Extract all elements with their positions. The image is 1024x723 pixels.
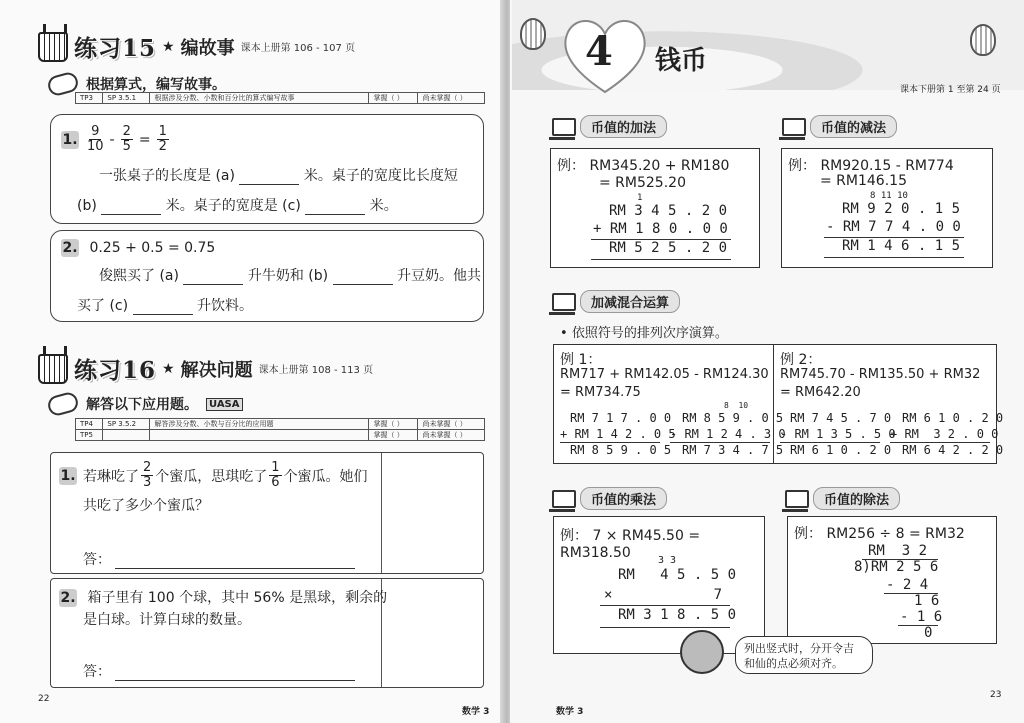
- answer-blank-b[interactable]: [101, 200, 161, 215]
- calc-row: - RM 7 7 4 . 0 0: [826, 219, 961, 235]
- story-line-1: 一张桌子的长度是 (a) 米。桌子的宽度比长度短: [99, 168, 458, 184]
- not-mastered: 尚未掌握（ ）: [418, 93, 485, 104]
- textbook-reference: 课本上册第 108 - 113 页: [258, 365, 374, 376]
- sun-mascot-icon: [680, 630, 724, 674]
- exercise-16-instruction: 解答以下应用题。 UASA: [48, 394, 243, 414]
- question-number: 1.: [62, 131, 78, 148]
- subtraction-box: [781, 148, 993, 268]
- star-icon: ★: [162, 360, 175, 377]
- example-label: 例 2：: [780, 352, 822, 368]
- dividend: 8)RM 2 5 6: [854, 559, 939, 575]
- pencil-cup-icon: [38, 354, 68, 384]
- example-result: = RM146.15: [820, 173, 907, 189]
- example-text: 例： RM345.20 + RM180: [557, 158, 730, 174]
- calc-row: RM 5 2 5 . 2 0: [609, 240, 728, 256]
- work-divider: [381, 453, 382, 573]
- example-result: = RM525.20: [599, 175, 686, 191]
- exercise-16-header: [38, 352, 373, 385]
- sum-line: [824, 257, 964, 258]
- answer-blank-b[interactable]: [333, 270, 393, 285]
- question-text-line-1: 1. 若琳吃了 $\frac{2}{3}$ 个蜜瓜，思琪吃了 $\frac{1}{6}$ 个蜜瓜。她们: [60, 460, 368, 490]
- story-line-2: 买了 (c) 升饮料。: [77, 298, 253, 314]
- quotient: RM 3 2: [868, 543, 928, 559]
- exercise-15-instruction: [48, 74, 226, 94]
- example-text: RM745.70 - RM135.50 + RM32: [780, 367, 981, 382]
- footer-label: 数学 3: [462, 707, 490, 717]
- exercise-title: 解决问题: [180, 359, 253, 381]
- answer-line: 答：: [83, 661, 355, 681]
- laptop-icon: [552, 293, 576, 311]
- sp-code: SP 3.5.1: [103, 93, 150, 104]
- example-text: 例： 7 × RM45.50 = RM318.50: [560, 528, 701, 561]
- tp-table: [75, 92, 485, 104]
- question-box-4: [50, 578, 484, 688]
- answer-blank-c[interactable]: [305, 200, 365, 215]
- example-text: RM717 + RM142.05 - RM124.30: [560, 367, 769, 382]
- answer-blank-a[interactable]: [239, 170, 299, 185]
- story-line-2: (b) 米。桌子的宽度是 (c) 米。: [77, 198, 398, 214]
- equation: 2. 0.25 + 0.5 = 0.75: [62, 240, 216, 256]
- exercise-label: 练习15: [74, 35, 157, 62]
- textbook-reference: 课本上册第 106 - 107 页: [240, 43, 356, 54]
- division-box: 例： RM256 ÷ 8 = RM32 RM 3 2 8)RM 2 5 6 - 2 4 1 6 - 1 6 0: [787, 516, 997, 644]
- calc-row: RM 1 4 6 . 1 5: [842, 238, 961, 254]
- carry-digits: 3 3: [658, 555, 677, 566]
- star-icon: ★: [162, 38, 175, 55]
- tp-table: TP4 SP 3.5.2 解答涉及分数、小数与百分比的应用题 掌握（ ） 尚未掌握（ ） TP5 掌握（ ） 尚未掌握（ ）: [75, 418, 485, 441]
- pencil-cup-icon: [38, 32, 68, 62]
- question-text-line-2: 是白球。计算白球的数量。: [83, 612, 251, 628]
- hot-air-balloon-icon: [970, 24, 996, 56]
- answer-blank[interactable]: [115, 554, 355, 569]
- example-label: 例 1：: [560, 352, 602, 368]
- sp-desc: 根据涉及分数、小数和百分比的算式编写故事: [150, 93, 369, 104]
- question-box-3: [50, 452, 484, 574]
- uasa-badge: UASA: [206, 398, 243, 411]
- example-text: 例： RM256 ÷ 8 = RM32: [794, 526, 965, 542]
- calc-row: RM 9 2 0 . 1 5: [842, 201, 961, 217]
- instruction-text: 根据算式，编写故事。: [86, 77, 226, 93]
- mixed-bullet: • 依照符号的排列次序演算。: [560, 326, 728, 341]
- calc-row: RM 3 4 5 . 2 0: [609, 203, 728, 219]
- answer-line: 答：: [83, 549, 355, 569]
- exercise-title: 编故事: [180, 37, 235, 59]
- page-number: 23: [990, 690, 1002, 700]
- story-line-1: 俊熙买了 (a) 升牛奶和 (b) 升豆奶。他共: [99, 268, 482, 284]
- page-number: 22: [38, 694, 50, 704]
- fraction: $\frac{1}{2}$: [158, 124, 167, 154]
- mastered: 掌握（ ）: [369, 93, 418, 104]
- answer-blank-a[interactable]: [183, 270, 243, 285]
- division-heading: 币值的除法: [785, 487, 900, 510]
- addition-box: [550, 148, 760, 268]
- exercise-15-header: [38, 30, 355, 63]
- hot-air-balloon-icon: [520, 18, 546, 50]
- carry-digit: 1: [637, 193, 643, 203]
- calc-row: RM 3 1 8 . 5 0: [618, 607, 737, 623]
- textbook-reference: 课本下册第 1 至第 24 页: [900, 85, 1001, 95]
- multiplication-heading: 币值的乘法: [552, 487, 667, 510]
- multiplication-box: [553, 516, 765, 654]
- mixed-operations-heading: 加减混合运算: [552, 290, 680, 313]
- calc-row: × 7: [604, 587, 723, 603]
- fraction: $\frac{2}{5}$: [122, 124, 131, 154]
- laptop-icon: [552, 490, 576, 508]
- equation: 1. $\frac{9}{10}$ - $\frac{2}{5}$ = $\frac{1}{2}$: [62, 124, 167, 154]
- chapter-title: 钱币: [655, 46, 708, 76]
- footer-label: 数学 3: [556, 707, 584, 717]
- chapter-number: 4: [585, 28, 613, 75]
- example-text: 例： RM920.15 - RM774: [788, 158, 954, 174]
- laptop-icon: [782, 118, 806, 136]
- question-text-line-2: 共吃了多少个蜜瓜？: [83, 498, 209, 514]
- answer-blank-c[interactable]: [133, 300, 193, 315]
- laptop-icon: [552, 118, 576, 136]
- sum-line: [591, 259, 731, 260]
- calc-row: RM 4 5 . 5 0: [618, 567, 737, 583]
- eraser-icon: [46, 390, 80, 417]
- tp-level: TP3: [76, 93, 103, 104]
- tip-speech-bubble: 列出竖式时，分开令吉和仙的点必须对齐。: [735, 636, 873, 674]
- exercise-label: 练习16: [74, 357, 157, 384]
- addition-heading: 币值的加法: [552, 115, 667, 138]
- question-box-1: [50, 114, 484, 224]
- subtraction-heading: 币值的减法: [782, 115, 897, 138]
- example-result: = RM642.20: [780, 385, 861, 400]
- laptop-icon: [785, 490, 809, 508]
- borrow-digits: 8 11 10: [870, 191, 908, 201]
- mixed-operations-box: 例 1： RM717 + RM142.05 - RM124.30 = RM734.75 RM 7 1 7 . 0 0 + RM 1 4 2 . 0 5 RM 8 5 9 . 0 5 8 10 RM 8 5 9 . 0 5 - RM 1 2 4 . 3 0 RM 7 3 4 . 7 5 例 2： RM745.70 - RM135.50 + RM32 = RM642.20 RM 7 4 5 . 7 0 - RM 1 3 5 . 5 0 RM 6 1 0 . 2 0 RM 6 1 0 . 2 0 + RM 3 2 . 0 0 RM 6 4 2 . 2 0: [553, 344, 997, 464]
- question-text-line-1: 2. 箱子里有 100 个球，其中 56% 是黑球，剩余的: [60, 590, 388, 606]
- calc-row: + RM 1 8 0 . 0 0: [593, 221, 728, 237]
- example-result: = RM734.75: [560, 385, 641, 400]
- question-box-2: [50, 230, 484, 322]
- answer-blank[interactable]: [115, 666, 355, 681]
- fraction: $\frac{9}{10}$: [87, 124, 104, 154]
